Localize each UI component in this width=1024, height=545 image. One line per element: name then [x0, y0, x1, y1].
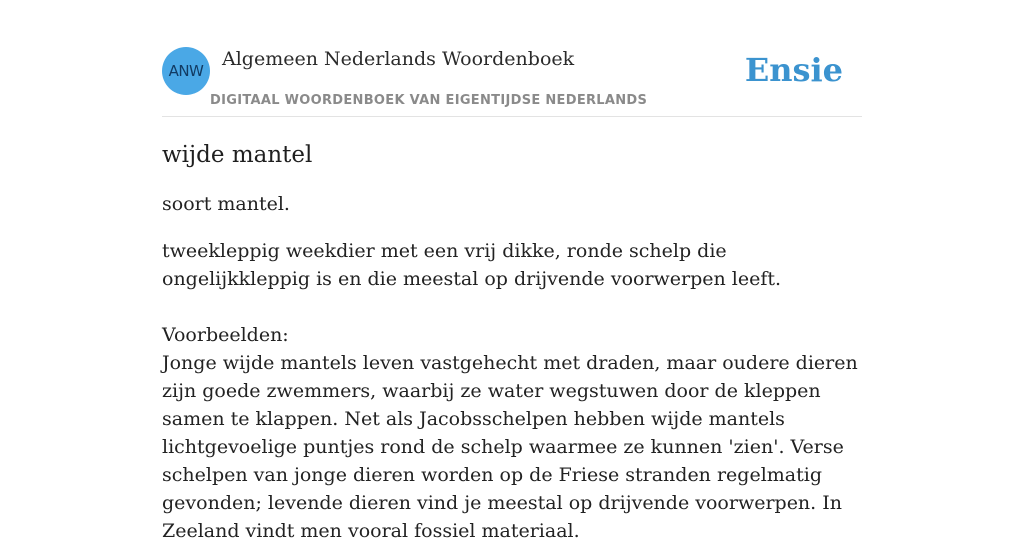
short-definition: soort mantel.	[162, 193, 290, 215]
ensie-brand-link[interactable]: Ensie	[744, 51, 843, 89]
site-title[interactable]: Algemeen Nederlands Woordenboek	[222, 48, 575, 70]
entry-title: wijde mantel	[162, 142, 313, 168]
examples-text: Jonge wijde mantels leven vastgehecht met draden, maar oudere dieren zijn goede zwemmers, waarbij ze water wegstuwen door de kleppen samen te klappen. Net als Jacobsschelpen hebben wijde mantels lichtgevoelige puntjes rond de schelp waarmee ze kunnen 'zien'. Verse schelpen van jonge dieren worden op de Friese stranden regelmatig gevonden; levende dieren vind je meestal op drijvende voorwerpen. In Zeeland vindt men vooral fossiel materiaal.	[162, 352, 858, 542]
examples-section	[162, 321, 862, 545]
examples-label: Voorbeelden:	[162, 324, 289, 346]
site-header	[162, 40, 862, 117]
anw-logo[interactable]: ANW	[162, 47, 210, 95]
site-subtitle: DIGITAAL WOORDENBOEK VAN EIGENTIJDSE NEDERLANDS	[210, 93, 648, 108]
definition: tweekleppig weekdier met een vrij dikke, ronde schelp die ongelijkkleppig is en die meestal op drijvende voorwerpen leeft.	[162, 240, 782, 290]
entry-content	[162, 140, 862, 545]
